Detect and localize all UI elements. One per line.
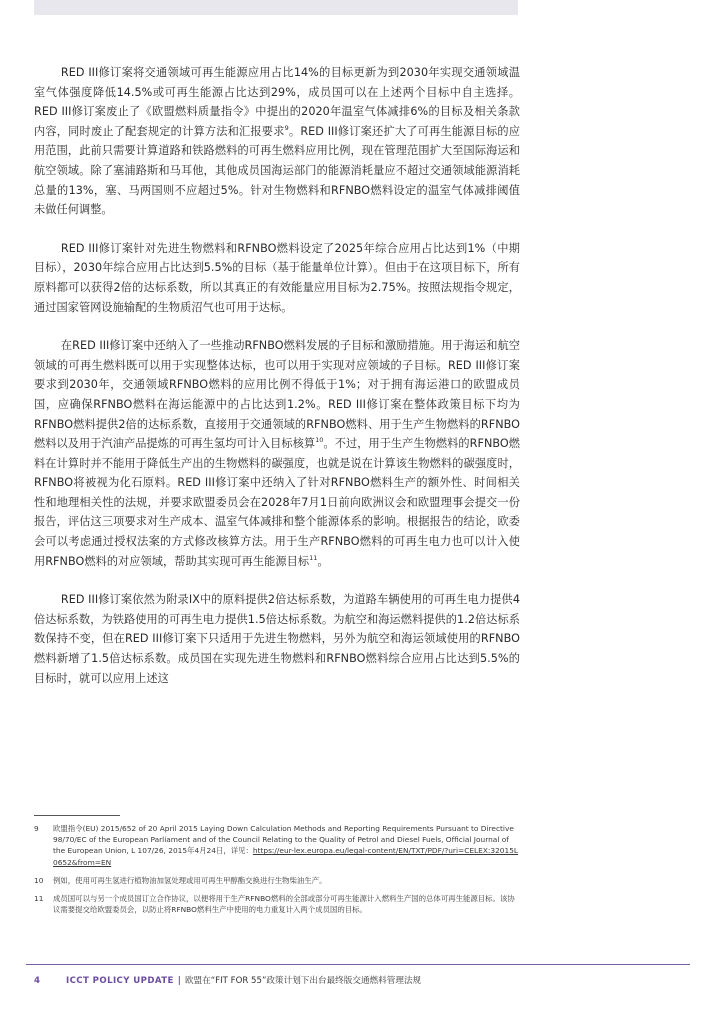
footnote-10 xyxy=(34,875,522,886)
page-number: 4 xyxy=(34,976,40,986)
footnote-divider xyxy=(34,815,120,816)
footnote-ref-10: 10 xyxy=(315,436,324,445)
footnotes xyxy=(34,823,522,922)
publication-series: ICCT POLICY UPDATE xyxy=(66,976,174,986)
document-title: 欧盟在“FIT FOR 55”政策计划下出台最终版交通燃料管理法规 xyxy=(184,976,422,986)
paragraph-2: RED III修订案针对先进生物燃料和RFNBO燃料设定了2025年综合应用占比达到1%（中期目标），2030年综合应用占比达到5.5%的目标（基于能量单位计算）。但由于在这项目标下，所有原料都可以获得2倍的达标系数，所以其真正的有效能量应用目标为2.75%。按照法规指令规定，通过国家管网设施输配的生物质沼气也可用于达标。 xyxy=(34,241,520,314)
footnote-9 xyxy=(34,823,522,868)
paragraph-4: RED III修订案依然为附录IX中的原料提供2倍达标系数，为道路车辆使用的可再生电力提供4倍达标系数，为铁路使用的可再生电力提供1.5倍达标系数。为航空和海运燃料提供的1.2倍达标系数保持不变，但在RED III修订案下只适用于先进生物燃料，另外为航空和海运领域使用的RFNBO燃料新增了1.5倍达标系数。成员国在实现先进生物燃料和RFNBO燃料综合应用占比达到5.5%的目标时，就可以应用上述这 xyxy=(34,593,520,685)
paragraph-1: RED III修订案将交通领域可再生能源应用占比14%的目标更新为到2030年实现交通领域温室气体强度降低14.5%或可再生能源占比达到29%，成员国可以在上述两个目标中自主选择。RED III修订案废止了《欧盟燃料质量指令》中提出的2020年温室气体减排6%的目标及相关条款内容，同时废止了配套规定的计算方法和汇报要求$^9$。RED III修订案还扩大了可再生能源目标的应用范围，此前只需要计算道路和铁路燃料的可再生燃料应用比例，现在管理范围扩大至国际海运和航空领域。除了塞浦路斯和马耳他，其他成员国海运部门的能源消耗量应不超过交通领域能源消耗总量的13%，塞、马两国则不应超过5%。针对生物燃料和RFNBO燃料设定的温室气体减排阈值未做任何调整。 xyxy=(34,66,520,217)
footnote-text: 成员国可以与另一个成员国订立合作协议，以便将用于生产RFNBO燃料的全部或部分可再生能源计入燃料生产国的总体可再生能源目标。该协议需要提交给欧盟委员会，以防止将RFNBO燃料生产中使用的电力重复计入两个成员国的目标。 xyxy=(53,894,515,915)
footnote-ref-11: 11 xyxy=(309,553,318,562)
footnote-number: 11 xyxy=(34,894,44,904)
footer-divider xyxy=(26,964,690,965)
footnote-ref-9: 9 xyxy=(284,123,289,132)
footnote-text: 例如，使用可再生氢进行植物油加氢处理或用可再生甲醇酯交换进行生物柴油生产。 xyxy=(53,875,327,885)
page-footer xyxy=(34,974,684,988)
header-band xyxy=(34,0,518,15)
footnote-number: 9 xyxy=(34,824,39,833)
body-text xyxy=(34,63,520,707)
footnote-text: 欧盟指令(EU) 2015/652 of 20 April 2015 Laying Down Calculation Methods and Reporting Requirements Pursuant to Directive 98/70/EC of the European Parliament and of the Council Relating to the Quality of Petrol and Diesel Fuels, Official Journal of the European Union, L 107/26, 2015年4月24日，详见： xyxy=(53,824,514,856)
footnote-number: 10 xyxy=(34,875,44,885)
footnote-11 xyxy=(34,893,522,915)
paragraph-3: 在RED III修订案中还纳入了一些推动RFNBO燃料发展的子目标和激励措施。用于海运和航空领域的可再生燃料既可以用于实现整体达标，也可以用于实现对应领域的子目标。RED III修订案要求到2030年，交通领域RFNBO燃料的应用比例不得低于1%；对于拥有海运港口的欧盟成员国，应确保RFNBO燃料在海运能源中的占比达到1.2%。RED III修订案在整体政策目标下均为RFNBO燃料提供2倍的达标系数，直接用于交通领域的RFNBO燃料、用于生产生物燃料的RFNBO燃料以及用于汽油产品提炼的可再生氢均可计入目标核算$^{10}$。不过，用于生产生物燃料的RFNBO燃料在计算时并不能用于降低生产出的生物燃料的碳强度，也就是说在计算该生物燃料的碳强度时，RFNBO将被视为化石原料。RED III修订案中还纳入了针对RFNBO燃料生产的额外性、时间相关性和地理相关性的法规，并要求欧盟委员会在2028年7月1日前向欧洲议会和欧盟理事会提交一份报告，评估这三项要求对生产成本、温室气体减排和整个能源体系的影响。根据报告的结论，欧委会可以考虑通过授权法案的方式修改核算方法。用于生产RFNBO燃料的可再生电力也可以计入使用RFNBO燃料的对应领域，帮助其实现可再生能源目标$^{11}$。 xyxy=(34,339,520,568)
footer-separator: | xyxy=(177,976,181,986)
footnote-link[interactable]: https://eur-lex.europa.eu/legal-content/EN/TXT/PDF/?uri=CELEX:32015L0652&from=EN xyxy=(53,846,519,867)
